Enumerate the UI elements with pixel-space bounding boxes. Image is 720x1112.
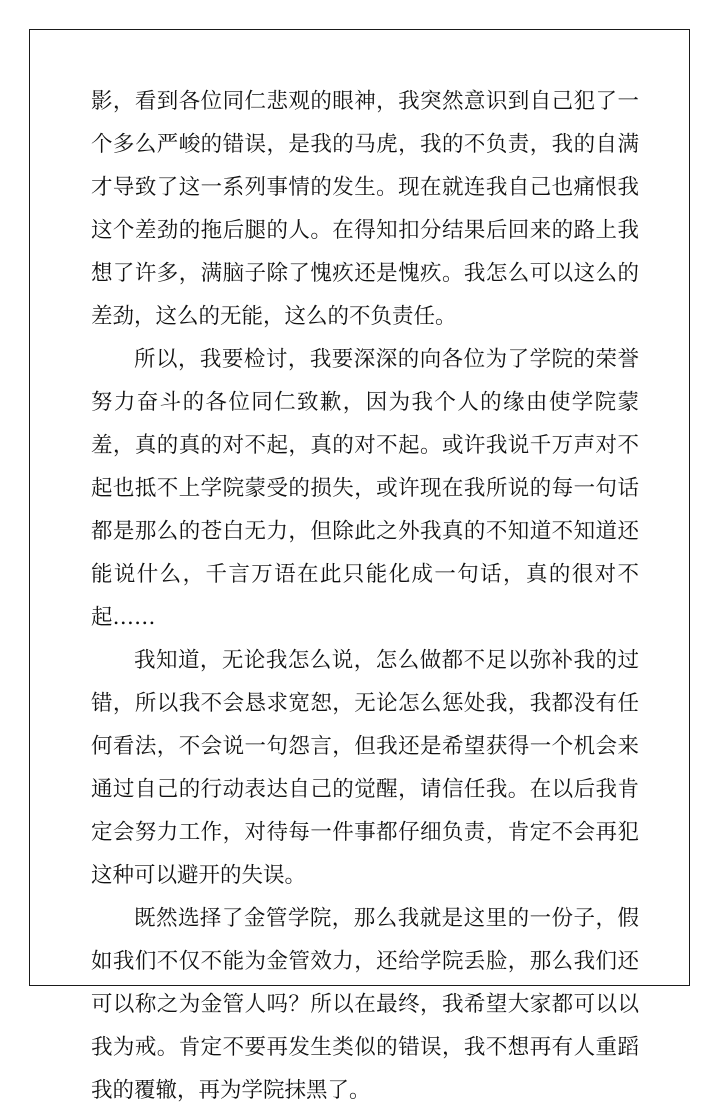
paragraph-conclusion: 既然选择了金管学院，那么我就是这里的一份子，假如我们不仅不能为金管效力，还给学院丢脸，那么我们还可以称之为金管人吗？所以在最终，我希望大家都可以以我为戒。肯定不要再发生类似的错误，我不想再有人重蹈我的覆辙，再为学院抹黑了。: [91, 906, 639, 1103]
paragraph-apology: 所以，我要检讨，我要深深的向各位为了学院的荣誉努力奋斗的各位同仁致歉，因为我个人的缘由使学院蒙羞，真的真的对不起，真的对不起。或许我说千万声对不起也抵不上学院蒙受的损失，或许现在我所说的每一句话都是那么的苍白无力，但除此之外我真的不知道不知道还能说什么，千言万语在此只能化成一句话，真的很对不起……: [91, 347, 639, 630]
paragraph-continuation: 影，看到各位同仁悲观的眼神，我突然意识到自己犯了一个多么严峻的错误，是我的马虎，我的不负责，我的自满才导致了这一系列事情的发生。现在就连我自己也痛恨我这个差劲的拖后腿的人。在得知扣分结果后回来的路上我想了许多，满脑子除了愧疚还是愧疚。我怎么可以这么的差劲，这么的无能，这么的不负责任。: [91, 89, 639, 329]
document-body: [91, 80, 639, 1112]
paragraph-commitment: 我知道，无论我怎么说，怎么做都不足以弥补我的过错，所以我不会恳求宽恕，无论怎么惩处我，我都没有任何看法，不会说一句怨言，但我还是希望获得一个机会来通过自己的行动表达自己的觉醒，请信任我。在以后我肯定会努力工作，对待每一件事都仔细负责，肯定不会再犯这种可以避开的失误。: [91, 648, 639, 888]
